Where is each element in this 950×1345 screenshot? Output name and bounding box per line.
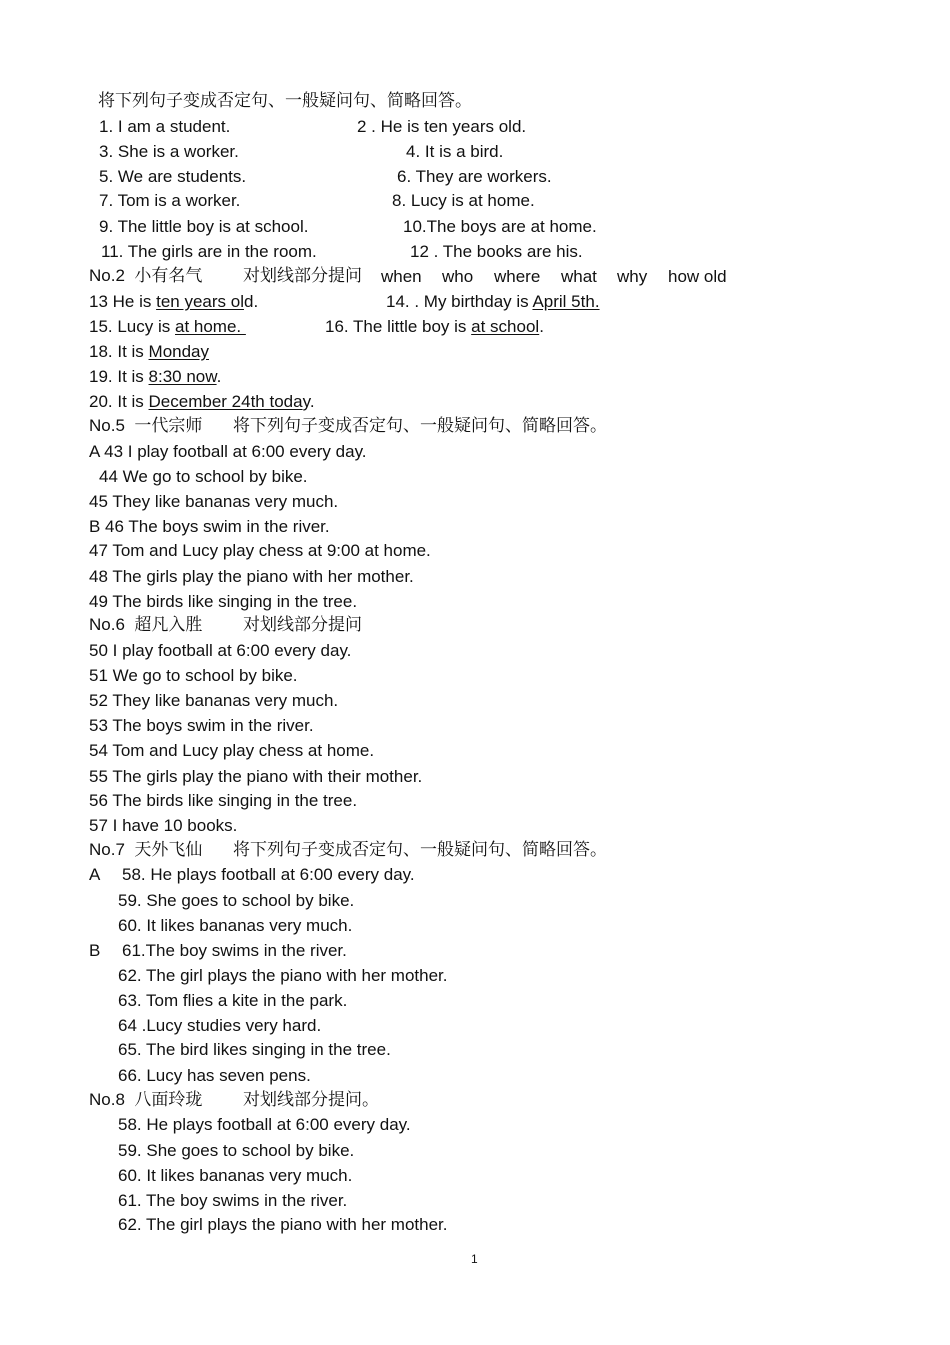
exercise-line: 60. It likes bananas very much. [118,916,353,935]
section-instruction: 对划线部分提问。 [243,1090,379,1109]
exercise-line: 6. They are workers. [397,167,552,186]
section-heading: No.7 天外飞仙 [89,840,203,859]
exercise-line: 5. We are students. [99,167,247,186]
text: . [539,317,544,336]
section-heading: No.2 小有名气 [89,266,203,285]
question-word: what [561,267,597,286]
question-word: how old [668,267,727,286]
exercise-line: 58. He plays football at 6:00 every day. [122,865,415,884]
section-instruction: 将下列句子变成否定句、一般疑问句、简略回答。 [98,91,472,110]
underlined-part: December 24th toda [148,392,303,411]
exercise-line: 62. The girl plays the piano with her mother. [118,1215,448,1234]
exercise-line: 48 The girls play the piano with her mother. [89,567,414,586]
exercise-line: 58. He plays football at 6:00 every day. [118,1115,411,1134]
exercise-line: 47 Tom and Lucy play chess at 9:00 at home. [89,541,431,560]
exercise-line: 64 .Lucy studies very hard. [118,1016,322,1035]
exercise-line: 11. The girls are in the room. [101,242,317,261]
exercise-line: 8. Lucy is at home. [392,191,535,210]
exercise-line: 2 . He is ten years old. [357,117,527,136]
exercise-line: 63. Tom flies a kite in the park. [118,991,348,1010]
exercise-line: 12 . The books are his. [410,242,583,261]
page-number: 1 [471,1252,478,1266]
exercise-line: 9. The little boy is at school. [99,217,309,236]
exercise-line [89,292,258,312]
exercise-line: 7. Tom is a worker. [99,191,241,210]
section-heading: No.5 一代宗师 [89,416,203,435]
exercise-line: 66. Lucy has seven pens. [118,1066,311,1085]
text: . [216,367,222,386]
text: 19. It is [89,367,149,386]
section-instruction: 对划线部分提问 [243,266,362,285]
exercise-line: 59. She goes to school by bike. [118,891,355,910]
exercise-line: 10.The boys are at home. [403,217,597,236]
exercise-line: 50 I play football at 6:00 every day. [89,641,352,660]
exercise-line: 51 We go to school by bike. [89,666,298,685]
exercise-line [325,317,544,337]
exercise-line: 49 The birds like singing in the tree. [89,592,358,611]
text: 16. The little boy is [325,317,472,336]
question-word: when [381,267,422,286]
exercise-line: 62. The girl plays the piano with her mother. [118,966,448,985]
text: 13 He is [89,292,157,311]
text: y. [302,392,315,411]
underlined-part: ten years ol [156,292,244,311]
section-instruction: 将下列句子变成否定句、一般疑问句、简略回答。 [233,840,607,859]
text: 20. It is [89,392,149,411]
exercise-line [89,317,246,337]
section-instruction: 将下列句子变成否定句、一般疑问句、简略回答。 [233,416,607,435]
group-label: A [89,865,101,884]
section-instruction: 对划线部分提问 [243,615,362,634]
exercise-line: 56 The birds like singing in the tree. [89,791,358,810]
exercise-line [89,367,221,387]
underlined-part: April 5th. [532,292,600,311]
question-word: why [617,267,648,286]
question-word: where [494,267,541,286]
exercise-line: 55 The girls play the piano with their mother. [89,767,423,786]
exercise-line: 3. She is a worker. [99,142,239,161]
exercise-line: 45 They like bananas very much. [89,492,339,511]
text: 18. It is [89,342,149,361]
exercise-line: 61.The boy swims in the river. [122,941,347,960]
exercise-line: A 43 I play football at 6:00 every day. [89,442,367,461]
exercise-line: 52 They like bananas very much. [89,691,339,710]
exercise-line [386,292,600,312]
exercise-line: 44 We go to school by bike. [99,467,308,486]
exercise-line: 54 Tom and Lucy play chess at home. [89,741,375,760]
exercise-line: 59. She goes to school by bike. [118,1141,355,1160]
exercise-line: 57 I have 10 books. [89,816,238,835]
section-heading: No.8 八面玲珑 [89,1090,203,1109]
exercise-line [89,342,209,362]
exercise-line: 65. The bird likes singing in the tree. [118,1040,391,1059]
exercise-line: B 46 The boys swim in the river. [89,517,330,536]
exercise-line: 53 The boys swim in the river. [89,716,314,735]
exercise-line: 1. I am a student. [99,117,231,136]
underlined-part: 8:30 now [148,367,217,386]
exercise-line [89,392,315,412]
underlined-part: at home. [175,317,246,336]
text: 14. . My birthday is [386,292,533,311]
section-heading: No.6 超凡入胜 [89,615,203,634]
text: 15. Lucy is [89,317,175,336]
text: d. [243,292,259,311]
exercise-line: 60. It likes bananas very much. [118,1166,353,1185]
underlined-part: at school [471,317,540,336]
question-word: who [442,267,474,286]
exercise-line: 61. The boy swims in the river. [118,1191,348,1210]
underlined-part: Monday [148,342,210,361]
exercise-line: 4. It is a bird. [406,142,504,161]
group-label: B [89,941,101,960]
